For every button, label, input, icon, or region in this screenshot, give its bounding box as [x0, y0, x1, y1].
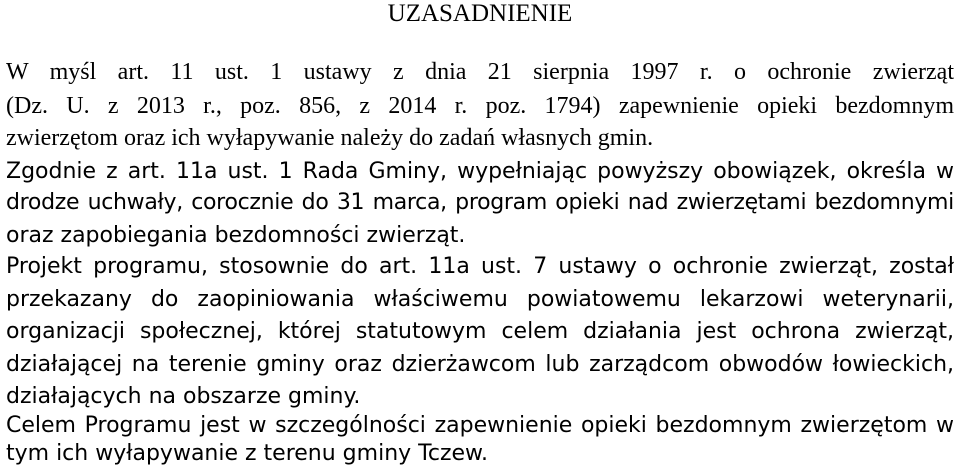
paragraph-4-line-1: Celem Programu jest w szczególności zapewnienie opieki bezdomnym zwierzętom w: [6, 413, 954, 438]
paragraph-2-line-2: drodze uchwały, corocznie do 31 marca, program opieki nad zwierzętami bezdomnymi: [6, 190, 954, 215]
paragraph-4-line-2: tym ich wyłapywanie z terenu gminy Tczew.: [6, 441, 488, 466]
document-title: UZASADNIENIE: [387, 0, 573, 27]
paragraph-1-line-1: W myśl art. 11 ust. 1 ustawy z dnia 21 sierpnia 1997 r. o ochronie zwierząt: [6, 59, 954, 85]
paragraph-3-line-4: działającej na terenie gminy oraz dzierżawcom lub zarządcom obwodów łowieckich,: [6, 352, 954, 377]
paragraph-1-line-2: (Dz. U. z 2013 r., poz. 856, z 2014 r. poz. 1794) zapewnienie opieki bezdomnym: [6, 93, 954, 119]
paragraph-3-line-3: organizacji społecznej, której statutowym celem działania jest ochrona zwierząt,: [6, 319, 954, 344]
paragraph-2-line-3: oraz zapobiegania bezdomności zwierząt.: [6, 223, 466, 248]
paragraph-1-line-3: zwierzętom oraz ich wyłapywanie należy do zadań własnych gmin.: [6, 125, 654, 151]
paragraph-3-line-1: Projekt programu, stosownie do art. 11a ust. 7 ustawy o ochronie zwierząt, został: [6, 254, 954, 279]
paragraph-2-line-1: Zgodnie z art. 11a ust. 1 Rada Gminy, wypełniając powyższy obowiązek, określa w: [6, 159, 954, 184]
paragraph-3-line-2: przekazany do zaopiniowania właściwemu powiatowemu lekarzowi weterynarii,: [6, 287, 954, 312]
paragraph-3-line-5: działających na obszarze gminy.: [6, 384, 361, 409]
